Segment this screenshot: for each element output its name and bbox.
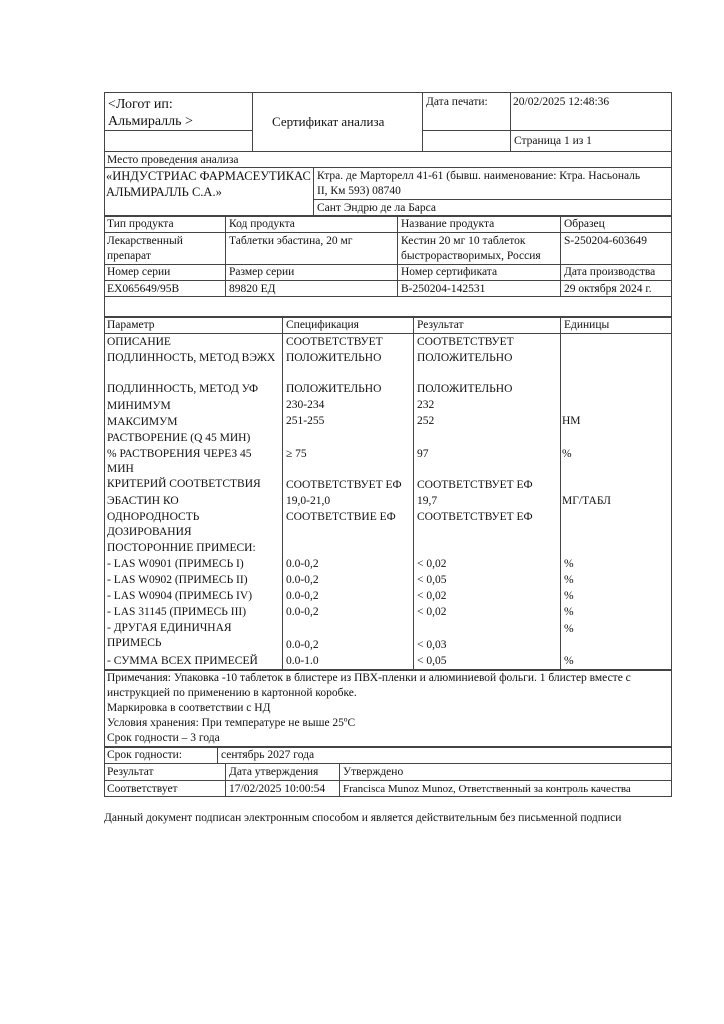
table-row-result: 232	[417, 399, 435, 411]
certificate-number-value: B-250204-142531	[401, 283, 486, 295]
col-header-units: Единицы	[564, 319, 610, 331]
batch-label: Номер серии	[107, 266, 171, 278]
expiry-row	[104, 747, 672, 764]
table-row-unit: %	[564, 606, 574, 618]
product-name-value-line1: Кестин 20 мг 10 таблеток	[401, 235, 526, 247]
table-row-unit: %	[564, 655, 574, 667]
table-row-spec: ПОЛОЖИТЕЛЬНО	[286, 383, 382, 395]
col-header-parameter: Параметр	[107, 319, 155, 331]
table-row-result: СООТВЕТСТВУЕТ ЕФ	[417, 479, 533, 491]
table-row-spec: 0.0-0,2	[286, 639, 319, 651]
product-type-value-line1: Лекарственный	[107, 235, 183, 247]
table-row-param: - LAS W0904 (ПРИМЕСЬ IV)	[107, 590, 253, 602]
site-city: Сант Эндрю де ла Барса	[317, 202, 436, 214]
table-row-spec: 0.0-0,2	[286, 590, 319, 602]
table-row-param: - LAS W0902 (ПРИМЕСЬ II)	[107, 574, 248, 586]
print-date-label: Дата печати:	[426, 96, 488, 108]
product-type-value-line2: препарат	[107, 250, 151, 262]
table-row-param: - СУММА ВСЕХ ПРИМЕСЕЙ	[107, 655, 258, 667]
table-row-result: 19,7	[417, 495, 438, 507]
product-type-label: Тип продукта	[107, 218, 174, 230]
table-row-spec: 0.0-0,2	[286, 574, 319, 586]
table-row-unit: НМ	[562, 415, 581, 427]
table-row-spec: 0.0-0,2	[286, 558, 319, 570]
table-row-result: СООТВЕТСТВУЕТ ЕФ	[417, 511, 533, 523]
table-row-spec: 230-234	[286, 399, 325, 411]
sample-value: S-250204-603649	[564, 235, 648, 247]
logo-placeholder-line1: <Логот ип:	[108, 97, 173, 112]
batch-size-value: 89820 ЕД	[229, 283, 276, 295]
address-line1: Ктра. де Марторелл 41-61 (бывш. наименование: Ктра. Насьональ	[317, 170, 641, 182]
manufacture-date-value: 29 октября 2024 г.	[564, 283, 652, 295]
table-row-param: - LAS 31145 (ПРИМЕСЬ III)	[107, 606, 247, 618]
table-row-result: 97	[417, 448, 429, 460]
page-number: Страница 1 из 1	[514, 135, 592, 147]
product-name-label: Название продукта	[401, 218, 495, 230]
table-row-spec: 0.0-0,2	[286, 606, 319, 618]
batch-size-label: Размер серии	[229, 266, 295, 278]
table-row-result: < 0,02	[417, 558, 447, 570]
certificate-number-label: Номер сертификата	[401, 266, 498, 278]
table-row-unit: %	[564, 574, 574, 586]
table-row-result: < 0,02	[417, 590, 447, 602]
approved-by-label: Утверждено	[343, 766, 404, 778]
table-row-param: МИНИМУМ	[107, 400, 171, 412]
logo-placeholder-line2: Альмиралль >	[108, 114, 193, 129]
notes-line2: инструкцией по применению в картонной коробке.	[107, 687, 357, 699]
table-row-param: ПОДЛИННОСТЬ, МЕТОД УФ	[107, 383, 259, 395]
approval-date-label: Дата утверждения	[229, 766, 319, 778]
table-row-param: ЭБАСТИН КО	[107, 495, 179, 507]
table-row-result: < 0,02	[417, 606, 447, 618]
table-row-spec: ≥ 75	[286, 448, 307, 460]
notes-line5: Срок годности – 3 года	[107, 732, 220, 744]
table-row-unit: %	[564, 623, 574, 635]
table-row-unit: %	[564, 590, 574, 602]
table-row-param: ПОСТОРОННИЕ ПРИМЕСИ:	[107, 542, 256, 554]
table-row-param: ОПИСАНИЕ	[107, 336, 171, 348]
company-name-line1: «ИНДУСТРИАС ФАРМАСЕУТИКАС	[106, 169, 311, 183]
table-row-param: ПОДЛИННОСТЬ, МЕТОД ВЭЖХ	[107, 352, 276, 364]
notes-line3: Маркировка в соответствии с НД	[107, 702, 271, 714]
address-line2: II, Км 593) 08740	[317, 185, 401, 197]
company-name-line2: АЛЬМИРАЛЛЬ С.А.»	[106, 185, 222, 199]
print-date-value: 20/02/2025 12:48:36	[513, 96, 610, 108]
electronic-signature-note: Данный документ подписан электронным способом и является действительным без письменной подписи	[104, 812, 622, 824]
table-row-unit: %	[562, 448, 572, 460]
table-row-result: СООТВЕТСТВУЕТ	[417, 336, 514, 348]
approval-date-value: 17/02/2025 10:00:54	[229, 783, 326, 795]
spacer-block	[104, 297, 672, 317]
table-row-param: - ДРУГАЯ ЕДИНИЧНАЯ ПРИМЕСЬ	[107, 622, 232, 649]
table-row-result: < 0,03	[417, 639, 447, 651]
product-name-value-line2: быстрорастворимых, Россия	[401, 250, 541, 262]
table-row-spec: ПОЛОЖИТЕЛЬНО	[286, 352, 382, 364]
table-row-result: < 0,05	[417, 655, 447, 667]
table-row-spec: 251-255	[286, 415, 325, 427]
table-row-spec: 0.0-1.0	[286, 655, 319, 667]
table-row-spec: СООТВЕТСТВИЕ ЕФ	[286, 511, 396, 523]
table-row-param: ОДНОРОДНОСТЬ ДОЗИРОВАНИЯ	[107, 511, 200, 538]
manufacture-date-label: Дата производства	[564, 266, 656, 278]
table-row-param: КРИТЕРИЙ СООТВЕТСТВИЯ	[107, 478, 261, 490]
table-row-param: МАКСИМУМ	[107, 416, 178, 428]
table-row-unit: %	[564, 558, 574, 570]
table-row-result: 252	[417, 415, 435, 427]
approved-by-value: Francisca Munoz Munoz, Ответственный за контроль качества	[343, 783, 631, 795]
expiry-label: Срок годности:	[107, 749, 183, 761]
notes-line1: Примечания: Упаковка -10 таблеток в блистере из ПВХ-пленки и алюминиевой фольги. 1 блистер вместе с	[107, 672, 631, 684]
batch-value: EX065649/95B	[107, 283, 180, 295]
document-title: Сертификат анализа	[272, 114, 385, 129]
table-row-result: ПОЛОЖИТЕЛЬНО	[417, 352, 513, 364]
notes-line4: Условия хранения: При температуре не выше 25ºС	[107, 717, 356, 729]
product-code-label: Код продукта	[229, 218, 295, 230]
table-row-param: - LAS W0901 (ПРИМЕСЬ I)	[107, 558, 244, 570]
table-row-param: % РАСТВОРЕНИЯ ЧЕРЕЗ 45 МИН	[107, 448, 252, 475]
table-row-spec: СООТВЕТСТВУЕТ	[286, 336, 383, 348]
table-row-spec: СООТВЕТСТВУЕТ ЕФ	[286, 479, 402, 491]
table-row-param: РАСТВОРЕНИЕ (Q 45 МИН)	[107, 432, 251, 444]
product-code-value: Таблетки эбастина, 20 мг	[229, 235, 353, 247]
table-row-result: ПОЛОЖИТЕЛЬНО	[417, 383, 513, 395]
site-label: Место проведения анализа	[107, 154, 239, 166]
col-header-result: Результат	[417, 319, 464, 331]
approval-result-label: Результат	[107, 766, 154, 778]
table-row-result: < 0,05	[417, 574, 447, 586]
approval-result-value: Соответствует	[107, 783, 178, 795]
col-header-specification: Спецификация	[286, 319, 359, 331]
expiry-value: сентябрь 2027 года	[221, 749, 315, 761]
table-row-unit: МГ/ТАБЛ	[562, 495, 611, 507]
table-row-spec: 19,0-21,0	[286, 495, 331, 507]
sample-label: Образец	[564, 218, 605, 230]
